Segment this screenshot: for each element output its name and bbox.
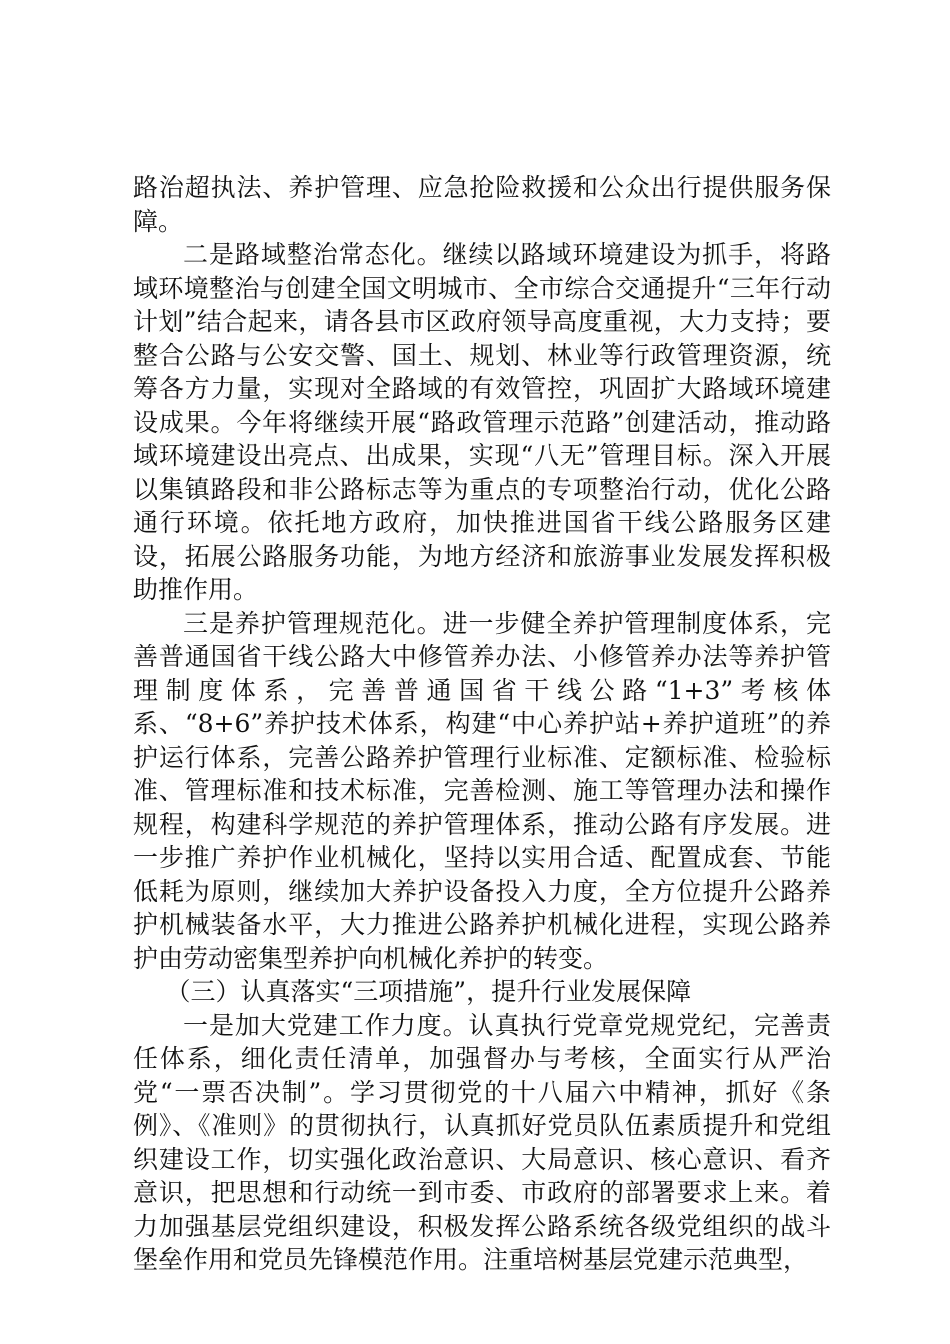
paragraph-maintenance: 三是养护管理规范化。进一步健全养护管理制度体系，完善普通国省干线公路大中修管养办法、小修管养办法等养护管理制度体系，完善普通国省干线公路“1+3”考核体系、“8+6”养护技术体系，构建“中心养护站+养护道班”的养护运行体系，完善公路养护管理行业标准、定额标准、检验标准、管理标准和技术标准，完善检测、施工等管理办法和操作规程，构建科学规范的养护管理体系，推动公路有序发展。进一步推广养护作业机械化，坚持以实用合适、配置成套、节能低耗为原则，继续加大养护设备投入力度，全方位提升公路养护机械装备水平，大力推进公路养护机械化进程，实现公路养护由劳动密集型养护向机械化养护的转变。 xyxy=(133,608,831,973)
paragraph-party-building: 一是加大党建工作力度。认真执行党章党规党纪，完善责任体系，细化责任清单，加强督办与考核，全面实行从严治党“一票否决制”。学习贯彻党的十八届六中精神，抓好《条例》、《准则》的贯彻执行，认真抓好党员队伍素质提升和党组织建设工作，切实强化政治意识、大局意识、核心意识、看齐意识，把思想和行动统一到市委、市政府的部署要求上来。着力加强基层党组织建设，积极发挥公路系统各级党组织的战斗堡垒作用和党员先锋模范作用。注重培树基层党建示范典型， xyxy=(133,1010,831,1274)
paragraph-road-domain: 二是路域整治常态化。继续以路域环境建设为抓手，将路域环境整治与创建全国文明城市、全市综合交通提升“三年行动计划”结合起来，请各县市区政府领导高度重视，大力支持；要整合公路与公安交警、国土、规划、林业等行政管理资源，统筹各方力量，实现对全路域的有效管控，巩固扩大路域环境建设成果。今年将继续开展“路政管理示范路”创建活动，推动路域环境建设出亮点、出成果，实现“八无”管理目标。深入开展以集镇路段和非公路标志等为重点的专项整治行动，优化公路通行环境。依托地方政府，加快推进国省干线公路服务区建设，拓展公路服务功能，为地方经济和旅游事业发展发挥积极助推作用。 xyxy=(133,240,831,604)
paragraph-continuation: 路治超执法、养护管理、应急抢险救援和公众出行提供服务保障。 xyxy=(133,173,831,236)
document-body xyxy=(133,171,831,1277)
section-heading: （三）认真落实“三项措施”，提升行业发展保障 xyxy=(165,977,692,1006)
